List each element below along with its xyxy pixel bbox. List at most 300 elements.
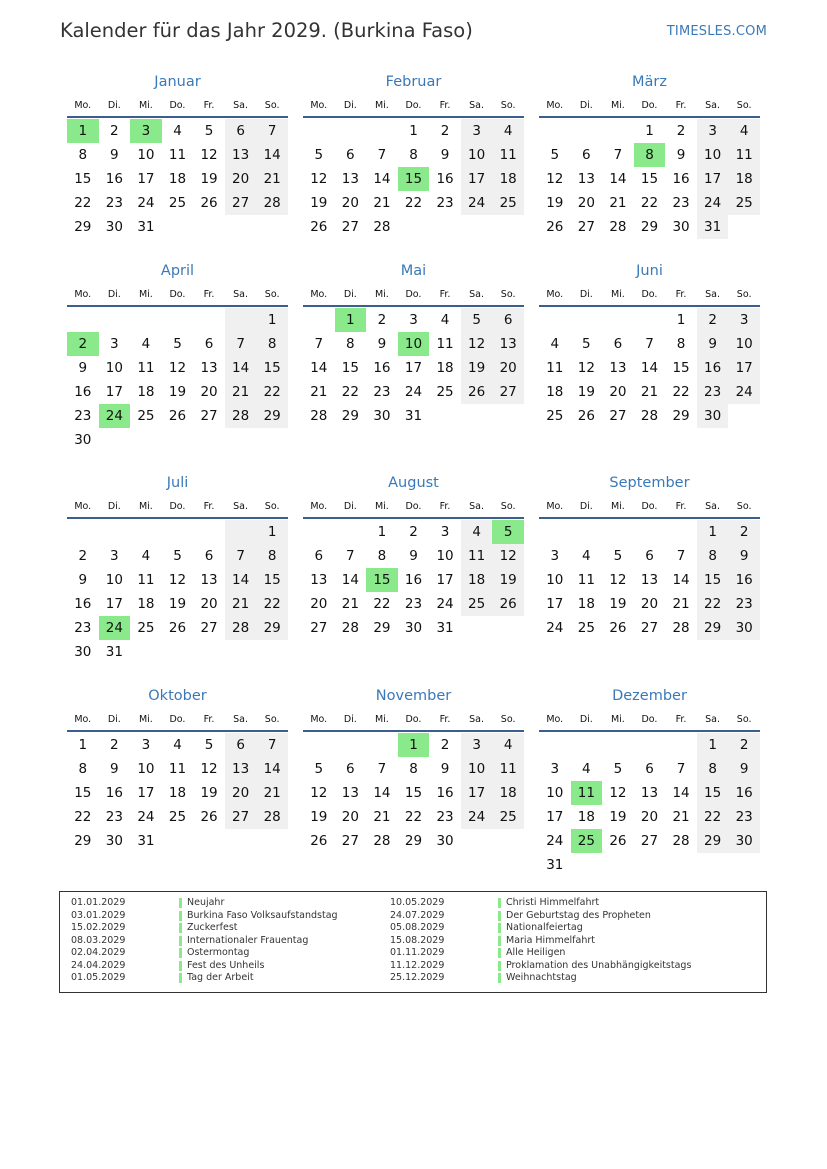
day-cell: 31 — [697, 215, 729, 239]
day-cell: 4 — [440, 312, 450, 328]
day-cell: 7 — [676, 548, 686, 564]
day-grid — [67, 519, 288, 663]
day-cell: 19 — [200, 171, 218, 187]
month-name: Mai — [400, 263, 427, 279]
weekday-label: Mo. — [74, 501, 92, 512]
day-cell: 14 — [256, 143, 288, 167]
day-cell: 30 — [728, 829, 760, 853]
day-cell: 8 — [409, 761, 418, 777]
weekday-label: Mo. — [310, 714, 328, 725]
day-cell: 23 — [105, 809, 123, 825]
day-cell: 11 — [168, 147, 187, 163]
day-cell: 17 — [546, 809, 564, 825]
day-cell: 13 — [225, 757, 257, 781]
month-name: Juni — [636, 263, 663, 279]
day-cell: 1 — [256, 308, 288, 332]
empty-cell — [225, 308, 257, 332]
holiday-day: 24 — [99, 404, 131, 428]
weekday-label: Mi. — [374, 501, 389, 512]
day-cell: 24 — [436, 596, 454, 612]
month-3 — [539, 72, 760, 262]
day-cell: 22 — [373, 596, 391, 612]
day-cell: 4 — [492, 733, 524, 757]
day-cell: 22 — [640, 195, 659, 211]
weekday-header — [303, 710, 524, 730]
holiday-day: 15 — [398, 167, 430, 191]
day-cell: 7 — [676, 761, 686, 777]
holiday-marker — [498, 936, 501, 946]
day-cell: 11 — [137, 572, 155, 588]
weekday-label: Di. — [579, 714, 593, 725]
weekday-header — [539, 710, 760, 730]
day-cell: 23 — [105, 195, 123, 211]
day-cell: 23 — [728, 805, 760, 829]
day-cell: 20 — [225, 781, 257, 805]
day-cell: 26 — [577, 408, 595, 424]
day-cell: 3 — [440, 524, 450, 540]
day-cell: 28 — [225, 404, 257, 428]
holiday-marker — [179, 936, 182, 946]
holiday-marker — [179, 911, 182, 921]
day-cell: 16 — [697, 356, 729, 380]
day-cell: 18 — [492, 167, 524, 191]
month-name: November — [375, 688, 452, 704]
day-cell: 29 — [404, 833, 423, 849]
day-cell: 26 — [168, 408, 187, 424]
holiday-day: 1 — [335, 308, 367, 332]
month-name: Dezember — [612, 688, 687, 704]
day-cell: 10 — [461, 757, 493, 781]
holiday-marker — [179, 948, 182, 958]
day-cell: 19 — [310, 195, 328, 211]
day-cell: 4 — [492, 119, 524, 143]
holiday-day: 8 — [634, 143, 666, 167]
day-cell: 18 — [436, 360, 454, 376]
holiday-name: Ostermontag — [187, 947, 250, 958]
day-cell: 5 — [582, 336, 591, 352]
day-cell: 21 — [672, 809, 690, 825]
day-cell: 2 — [440, 737, 450, 753]
legend-item — [390, 947, 691, 960]
weekday-label: Mo. — [546, 289, 564, 300]
day-cell: 29 — [256, 616, 288, 640]
holiday-legend — [59, 891, 767, 993]
day-cell: 3 — [728, 308, 760, 332]
day-cell: 23 — [404, 596, 423, 612]
holiday-marker — [498, 911, 501, 921]
day-cell: 17 — [137, 171, 155, 187]
weekday-label: Mi. — [138, 289, 153, 300]
day-cell: 13 — [225, 143, 257, 167]
day-cell: 26 — [609, 833, 627, 849]
weekday-label: Sa. — [705, 100, 721, 111]
day-cell: 21 — [225, 592, 257, 616]
day-cell: 11 — [137, 360, 155, 376]
day-cell: 14 — [256, 757, 288, 781]
day-cell: 22 — [256, 380, 288, 404]
day-cell: 24 — [546, 620, 564, 636]
month-8 — [303, 473, 524, 663]
day-cell: 27 — [341, 833, 359, 849]
day-cell: 30 — [105, 219, 123, 235]
day-cell: 8 — [697, 757, 729, 781]
weekday-label: Do. — [641, 501, 658, 512]
month-name: Februar — [385, 74, 442, 90]
day-cell: 29 — [640, 219, 659, 235]
day-cell: 25 — [168, 195, 187, 211]
legend-item — [71, 947, 338, 960]
day-cell: 13 — [310, 572, 328, 588]
day-cell: 12 — [200, 761, 218, 777]
holiday-day: 3 — [130, 119, 162, 143]
day-cell: 10 — [137, 761, 155, 777]
holiday-day: 5 — [492, 520, 524, 544]
day-cell: 12 — [609, 572, 627, 588]
day-cell: 7 — [225, 544, 257, 568]
day-cell: 25 — [577, 620, 595, 636]
day-cell: 20 — [310, 596, 328, 612]
holiday-name: Nationalfeiertag — [506, 922, 583, 933]
holiday-date: 24.07.2029 — [390, 909, 445, 921]
day-cell: 9 — [78, 360, 88, 376]
day-grid — [539, 519, 760, 663]
holiday-marker — [179, 961, 182, 971]
weekday-label: Mo. — [310, 501, 328, 512]
weekday-label: So. — [736, 714, 752, 725]
day-cell: 20 — [640, 809, 659, 825]
day-cell: 6 — [492, 308, 524, 332]
day-cell: 28 — [373, 833, 391, 849]
month-7 — [67, 473, 288, 663]
weekday-label: Do. — [405, 714, 422, 725]
holiday-date: 25.12.2029 — [390, 972, 445, 983]
day-cell: 25 — [168, 809, 187, 825]
day-cell: 18 — [577, 809, 595, 825]
day-cell: 8 — [697, 544, 729, 568]
legend-item — [390, 897, 691, 910]
day-cell: 23 — [74, 408, 92, 424]
weekday-label: So. — [736, 100, 752, 111]
day-cell: 3 — [550, 548, 560, 564]
day-cell: 17 — [697, 167, 729, 191]
weekday-label: So. — [500, 501, 516, 512]
day-cell: 1 — [377, 524, 387, 540]
day-cell: 17 — [105, 384, 123, 400]
day-cell: 18 — [577, 596, 595, 612]
day-cell: 24 — [697, 191, 729, 215]
day-cell: 31 — [436, 620, 454, 636]
day-cell: 11 — [728, 143, 760, 167]
holiday-marker — [179, 898, 182, 908]
day-cell: 6 — [346, 147, 355, 163]
weekday-label: Do. — [405, 289, 422, 300]
legend-item — [390, 935, 691, 948]
day-cell: 8 — [377, 548, 387, 564]
day-cell: 5 — [613, 548, 623, 564]
weekday-header — [303, 497, 524, 517]
month-name: März — [632, 74, 667, 90]
day-cell: 12 — [168, 572, 187, 588]
day-cell: 7 — [377, 761, 387, 777]
day-cell: 20 — [609, 384, 627, 400]
day-cell: 11 — [436, 336, 454, 352]
month-5 — [303, 261, 524, 451]
day-cell: 26 — [461, 380, 493, 404]
day-cell: 30 — [728, 616, 760, 640]
holiday-day: 25 — [571, 829, 603, 853]
day-cell: 14 — [640, 360, 659, 376]
day-cell: 9 — [440, 147, 450, 163]
day-cell: 6 — [225, 119, 257, 143]
day-cell: 4 — [550, 336, 560, 352]
day-cell: 2 — [728, 733, 760, 757]
day-cell: 19 — [310, 809, 328, 825]
holiday-day: 15 — [366, 568, 398, 592]
day-cell: 15 — [74, 785, 92, 801]
holiday-day: 1 — [67, 119, 99, 143]
day-cell: 6 — [204, 548, 214, 564]
weekday-label: Sa. — [705, 501, 721, 512]
day-cell: 12 — [577, 360, 595, 376]
day-cell: 18 — [492, 781, 524, 805]
day-cell: 23 — [728, 592, 760, 616]
day-cell: 1 — [697, 520, 729, 544]
day-cell: 17 — [461, 781, 493, 805]
weekday-label: Mo. — [546, 501, 564, 512]
day-cell: 21 — [225, 380, 257, 404]
day-cell: 22 — [74, 195, 92, 211]
legend-item — [71, 935, 338, 948]
holiday-marker — [179, 923, 182, 933]
day-cell: 16 — [74, 384, 92, 400]
day-cell: 17 — [546, 596, 564, 612]
day-cell: 2 — [377, 312, 387, 328]
day-cell: 16 — [672, 171, 690, 187]
day-cell: 20 — [200, 596, 218, 612]
weekday-label: Mi. — [610, 289, 625, 300]
weekday-label: Sa. — [469, 289, 485, 300]
weekday-header — [539, 285, 760, 305]
day-cell: 5 — [613, 761, 623, 777]
day-cell: 20 — [640, 596, 659, 612]
weekday-label: So. — [264, 714, 280, 725]
day-cell: 12 — [310, 785, 328, 801]
day-cell: 4 — [173, 737, 182, 753]
day-cell: 9 — [697, 332, 729, 356]
day-cell: 6 — [645, 548, 654, 564]
day-cell: 27 — [577, 219, 595, 235]
day-cell: 7 — [314, 336, 324, 352]
day-cell: 6 — [204, 336, 214, 352]
weekday-label: Do. — [405, 100, 422, 111]
day-cell: 19 — [546, 195, 564, 211]
day-cell: 30 — [373, 408, 391, 424]
day-cell: 1 — [409, 123, 418, 139]
weekday-label: Mo. — [74, 100, 92, 111]
day-cell: 13 — [609, 360, 627, 376]
holiday-marker — [179, 973, 182, 983]
holiday-marker — [498, 961, 501, 971]
day-cell: 21 — [310, 384, 328, 400]
day-cell: 21 — [256, 781, 288, 805]
day-cell: 8 — [676, 336, 686, 352]
day-cell: 13 — [341, 171, 359, 187]
day-cell: 25 — [492, 805, 524, 829]
month-name: Januar — [154, 74, 201, 90]
legend-item — [390, 972, 691, 985]
weekday-label: Fr. — [439, 501, 451, 512]
day-cell: 11 — [492, 143, 524, 167]
day-cell: 28 — [672, 833, 690, 849]
day-cell: 9 — [409, 548, 418, 564]
day-cell: 26 — [200, 809, 218, 825]
day-cell: 20 — [577, 195, 595, 211]
weekday-label: Do. — [169, 714, 186, 725]
weekday-label: So. — [500, 714, 516, 725]
day-cell: 5 — [314, 761, 324, 777]
day-cell: 4 — [728, 119, 760, 143]
month-name: Juli — [166, 475, 189, 491]
weekday-label: Mi. — [610, 714, 625, 725]
day-cell: 26 — [492, 592, 524, 616]
holiday-date: 11.12.2029 — [390, 959, 445, 971]
day-cell: 20 — [200, 384, 218, 400]
day-cell: 25 — [137, 408, 155, 424]
weekday-label: Sa. — [233, 714, 249, 725]
day-cell: 15 — [404, 785, 423, 801]
day-cell: 2 — [110, 123, 119, 139]
empty-cell — [225, 520, 257, 544]
day-cell: 20 — [341, 195, 359, 211]
weekday-label: Sa. — [469, 501, 485, 512]
day-cell: 10 — [546, 785, 564, 801]
day-cell: 10 — [461, 143, 493, 167]
day-cell: 18 — [137, 596, 155, 612]
day-cell: 8 — [346, 336, 355, 352]
day-cell: 28 — [310, 408, 328, 424]
day-cell: 25 — [728, 191, 760, 215]
legend-item — [390, 910, 691, 923]
day-cell: 15 — [697, 781, 729, 805]
day-cell: 16 — [373, 360, 391, 376]
day-cell: 31 — [137, 219, 155, 235]
day-cell: 16 — [436, 171, 454, 187]
day-cell: 6 — [582, 147, 591, 163]
weekday-label: Fr. — [439, 714, 451, 725]
day-grid — [303, 307, 524, 451]
day-cell: 14 — [225, 356, 257, 380]
month-name: September — [609, 475, 690, 491]
day-cell: 21 — [609, 195, 627, 211]
holiday-date: 01.11.2029 — [390, 947, 445, 958]
legend-item — [71, 897, 338, 910]
day-cell: 9 — [728, 544, 760, 568]
day-cell: 8 — [256, 332, 288, 356]
day-cell: 13 — [640, 572, 659, 588]
day-cell: 15 — [697, 568, 729, 592]
day-cell: 19 — [609, 809, 627, 825]
weekday-label: Mi. — [138, 100, 153, 111]
day-cell: 21 — [341, 596, 359, 612]
day-cell: 7 — [256, 733, 288, 757]
day-cell: 31 — [546, 857, 564, 873]
day-cell: 21 — [256, 167, 288, 191]
day-cell: 12 — [168, 360, 187, 376]
day-cell: 27 — [492, 380, 524, 404]
day-grid — [539, 732, 760, 876]
day-cell: 5 — [173, 548, 182, 564]
day-cell: 24 — [546, 833, 564, 849]
day-cell: 22 — [404, 195, 423, 211]
day-cell: 10 — [697, 143, 729, 167]
day-cell: 18 — [546, 384, 564, 400]
day-cell: 14 — [672, 572, 690, 588]
weekday-label: So. — [264, 289, 280, 300]
day-cell: 14 — [310, 360, 328, 376]
day-cell: 1 — [697, 733, 729, 757]
day-cell: 2 — [78, 548, 88, 564]
day-cell: 27 — [609, 408, 627, 424]
day-cell: 30 — [74, 644, 92, 660]
holiday-date: 08.03.2029 — [71, 934, 126, 946]
holiday-day: 2 — [67, 332, 99, 356]
day-cell: 10 — [728, 332, 760, 356]
day-grid — [67, 307, 288, 451]
day-grid — [303, 732, 524, 876]
day-cell: 27 — [225, 805, 257, 829]
day-cell: 9 — [110, 147, 119, 163]
day-cell: 15 — [672, 360, 690, 376]
day-cell: 29 — [74, 219, 92, 235]
day-cell: 27 — [640, 620, 659, 636]
day-cell: 23 — [373, 384, 391, 400]
day-cell: 20 — [341, 809, 359, 825]
day-cell: 19 — [168, 596, 187, 612]
weekday-label: Fr. — [675, 501, 687, 512]
day-cell: 27 — [640, 833, 659, 849]
day-cell: 4 — [582, 761, 591, 777]
day-cell: 11 — [492, 757, 524, 781]
day-cell: 27 — [310, 620, 328, 636]
day-cell: 29 — [672, 408, 690, 424]
weekday-label: Di. — [107, 714, 121, 725]
day-cell: 10 — [546, 572, 564, 588]
day-cell: 7 — [346, 548, 355, 564]
day-grid — [67, 118, 288, 262]
day-cell: 18 — [461, 568, 493, 592]
weekday-label: Do. — [641, 714, 658, 725]
holiday-date: 01.01.2029 — [71, 897, 126, 908]
day-cell: 17 — [137, 785, 155, 801]
holiday-date: 02.04.2029 — [71, 947, 126, 958]
day-cell: 3 — [461, 733, 493, 757]
weekday-label: Sa. — [469, 714, 485, 725]
day-cell: 19 — [492, 568, 524, 592]
day-cell: 12 — [492, 544, 524, 568]
site-link[interactable]: TIMESLES.COM — [666, 24, 767, 39]
legend-column-left — [71, 897, 338, 985]
day-cell: 16 — [728, 568, 760, 592]
day-cell: 17 — [436, 572, 454, 588]
holiday-marker — [498, 923, 501, 933]
day-cell: 26 — [609, 620, 627, 636]
holiday-day: 1 — [398, 733, 430, 757]
day-cell: 6 — [314, 548, 324, 564]
day-cell: 15 — [74, 171, 92, 187]
day-cell: 3 — [110, 548, 119, 564]
weekday-label: Fr. — [203, 289, 215, 300]
day-cell: 31 — [137, 833, 155, 849]
